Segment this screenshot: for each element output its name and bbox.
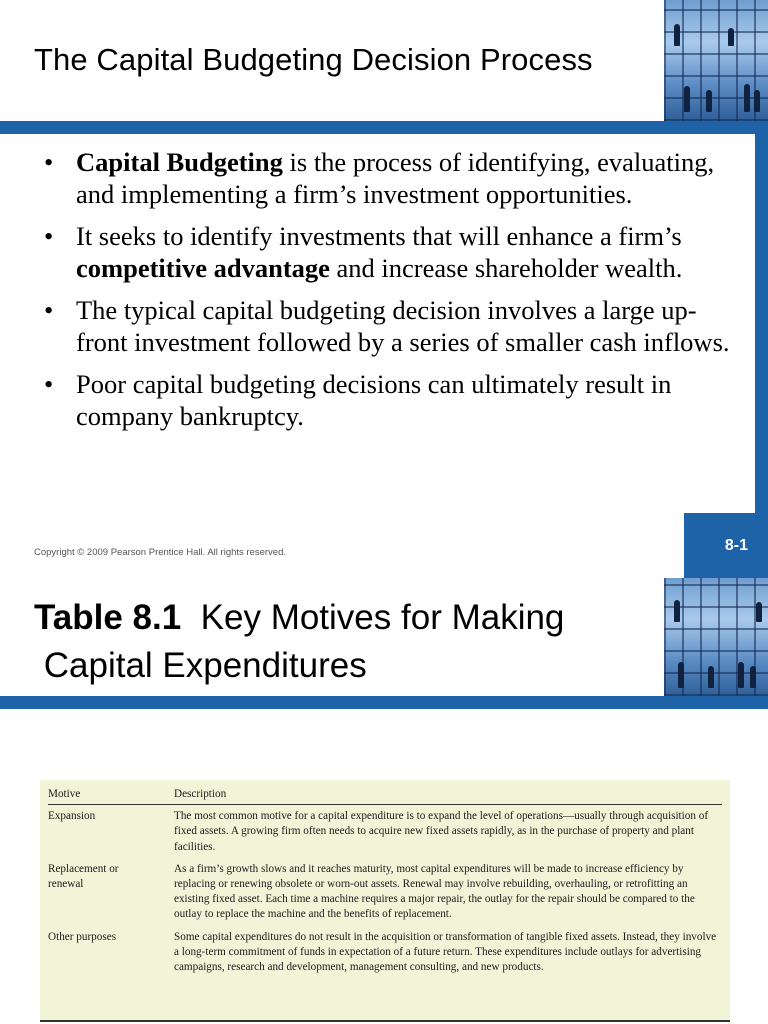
table-row xyxy=(48,805,722,858)
bullet-text xyxy=(76,221,682,283)
bullet-list xyxy=(44,146,734,442)
accent-bar xyxy=(0,696,768,709)
bullet-emphasis: Capital Budgeting xyxy=(76,147,283,177)
column-header: Motive xyxy=(48,784,174,805)
table-row xyxy=(48,858,722,926)
bullet-item: • It seeks to identify investments that will enhance a firm’s competitive advantage and increase shareholder wealth. xyxy=(44,221,683,283)
table-row xyxy=(48,926,722,979)
office-windows-photo xyxy=(664,0,768,121)
description-cell: Some capital expenditures do not result in the acquisition or transformation of tangible fixed assets. Instead, they involve a long-term commitment of funds in expectation of a future return. These expenditures include outlays for advertising campaigns, research and development, management consulting, and new products. xyxy=(174,930,717,974)
bullet-emphasis: competitive advantage xyxy=(76,253,330,283)
table-number: Table 8.1 xyxy=(34,598,182,637)
page-number: 8-1 xyxy=(724,536,748,554)
motive-cell xyxy=(48,858,174,926)
bullet-item: • Capital Budgeting is the process of identifying, evaluating, and implementing a firm’s investment opportunities. xyxy=(44,147,715,209)
motive-text: Replacement or renewal xyxy=(48,862,119,891)
motives-table xyxy=(40,780,730,1020)
table-bottom-rule xyxy=(40,1020,730,1022)
slide-title xyxy=(34,594,564,690)
column-header: Description xyxy=(174,784,722,805)
bullet-item: • Poor capital budgeting decisions can ultimately result in company bankruptcy. xyxy=(44,369,672,431)
bullet-run: Poor capital budgeting decisions can ultimately result in company bankruptcy. xyxy=(76,369,672,431)
office-windows-photo xyxy=(664,578,768,696)
bullet-run: The typical capital budgeting decision involves a large up-front investment followed by a series of smaller cash inflows. xyxy=(76,295,730,357)
bullet-run: It seeks to identify investments that will enhance a firm’s xyxy=(76,221,682,251)
slide-title: The Capital Budgeting Decision Process xyxy=(34,42,593,77)
slide-2 xyxy=(0,578,768,1024)
bullet-text xyxy=(76,295,730,357)
table-header-row xyxy=(48,784,722,805)
motive-cell: Expansion xyxy=(48,810,96,823)
bullet-item: • The typical capital budgeting decision involves a large up-front investment followed by a series of smaller cash inflows. xyxy=(44,295,730,357)
description-cell: The most common motive for a capital expenditure is to expand the level of operations—usually through acquisition of fixed assets. A growing firm often needs to acquire new fixed assets rapidly, as in the purchase of property and plant facilities. xyxy=(174,810,709,853)
accent-bar xyxy=(0,121,768,134)
description-cell: As a firm’s growth slows and it reaches maturity, most capital expenditures will be made to increase efficiency by replacing or renewing obsolete or worn-out assets. Renewal may involve rebuilding, overhauling, or retrofitting an existing fixed asset. Each time a machine requires a major repair, the outlay for the repair should be compared to the outlay to replace the machine and the benefits of replacement. xyxy=(174,862,695,921)
title-text: Key Motives for Making xyxy=(200,598,565,637)
page-number-badge xyxy=(684,513,768,578)
copyright-notice: Copyright © 2009 Pearson Prentice Hall. All rights reserved. xyxy=(34,547,287,558)
motive-cell: Other purposes xyxy=(48,930,117,943)
accent-side-bar xyxy=(755,121,768,513)
bullet-text xyxy=(76,147,714,209)
bullet-run: is the process of identifying, evaluating, and implementing a firm’s investment opportunities. xyxy=(76,147,715,209)
title-text-line2: Capital Expenditures xyxy=(43,646,367,685)
bullet-run: and increase shareholder wealth. xyxy=(329,253,683,283)
bullet-text xyxy=(76,369,671,431)
